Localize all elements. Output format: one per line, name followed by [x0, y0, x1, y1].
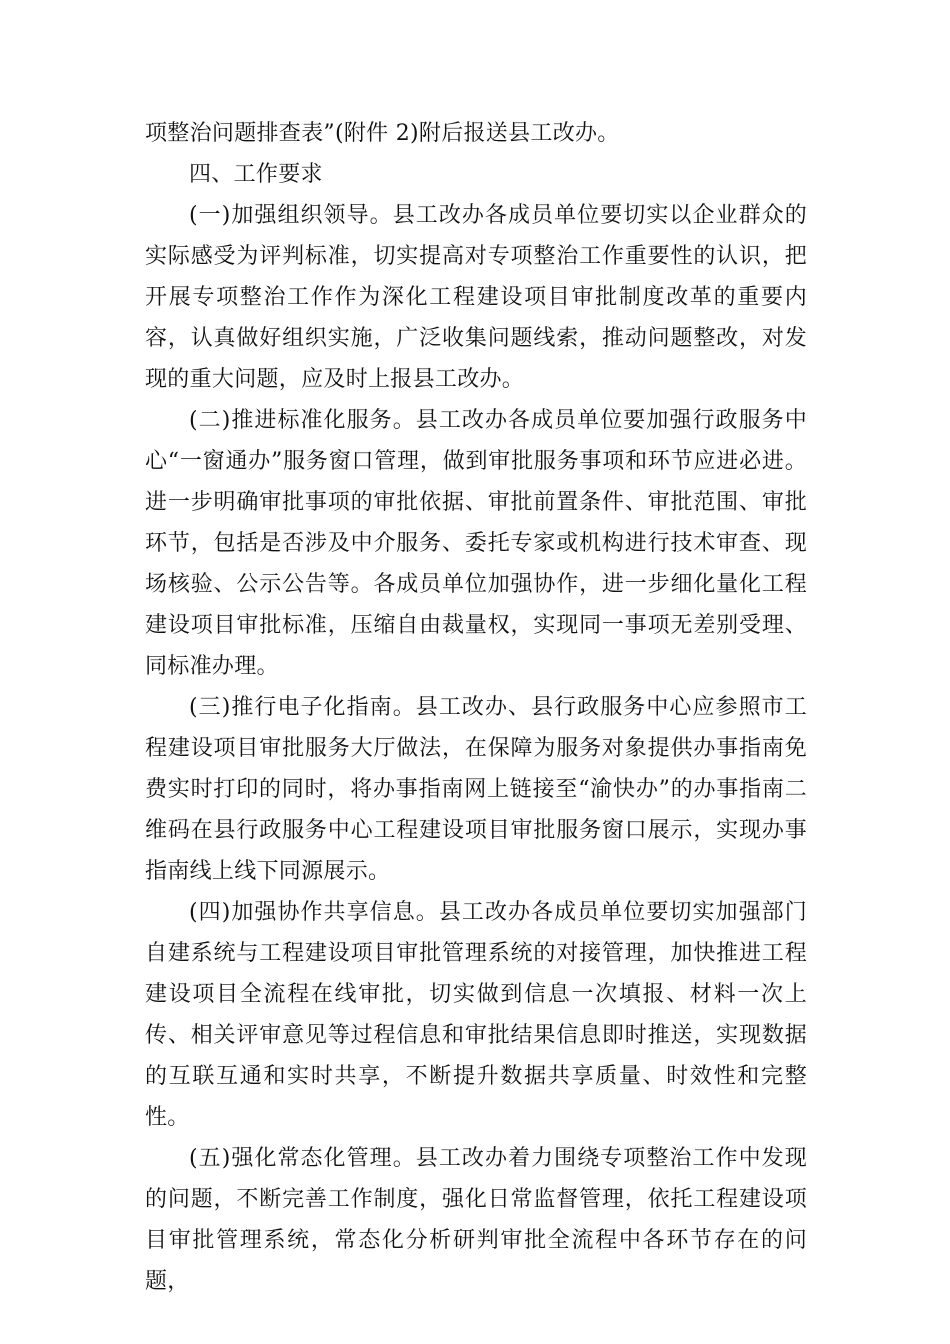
paragraph-routine-management: (五)强化常态化管理。县工改办着力围绕专项整治工作中发现的问题，不断完善工作制度，强化日常监督管理，依托工程建设项目审批管理系统，常态化分析研判审批全流程中各环节存在的问题， [145, 1146, 807, 1294]
paragraph-standardized-service: (二)推进标准化服务。县工改办各成员单位要加强行政服务中心“一窗通办”服务窗口管理，做到审批服务事项和环节应进必进。进一步明确审批事项的审批依据、审批前置条件、审批范围、审批环节，包括是否涉及中介服务、委托专家或机构进行技术审查、现场核验、公示公告等。各成员单位加强协作，进一步细化量化工程建设项目审批标准，压缩自由裁量权，实现同一事项无差别受理、同标准办理。 [145, 408, 807, 679]
paragraph-electronic-guide: (三)推行电子化指南。县工改办、县行政服务中心应参照市工程建设项目审批服务大厅做法，在保障为服务对象提供办事指南免费实时打印的同时，将办事指南网上链接至“渝快办”的办事指南二维码在县行政服务中心工程建设项目审批服务窗口展示，实现办事指南线上线下同源展示。 [145, 695, 807, 884]
document-body [145, 113, 807, 1302]
paragraph-information-sharing: (四)加强协作共享信息。县工改办各成员单位要切实加强部门自建系统与工程建设项目审批管理系统的对接管理，加快推进工程建设项目全流程在线审批，切实做到信息一次填报、材料一次上传、相关评审意见等过程信息和审批结果信息即时推送，实现数据的互联互通和实时共享，不断提升数据共享质量、时效性和完整性。 [145, 900, 807, 1130]
section-heading-work-requirements: 四、工作要求 [189, 162, 323, 187]
paragraph-continuation: 项整治问题排查表”(附件 2)附后报送县工改办。 [145, 121, 620, 146]
paragraph-strengthen-leadership: (一)加强组织领导。县工改办各成员单位要切实以企业群众的实际感受为评判标准，切实提高对专项整治工作重要性的认识，把开展专项整治工作作为深化工程建设项目审批制度改革的重要内容，认真做好组织实施，广泛收集问题线索，推动问题整改，对发现的重大问题，应及时上报县工改办。 [145, 203, 807, 392]
